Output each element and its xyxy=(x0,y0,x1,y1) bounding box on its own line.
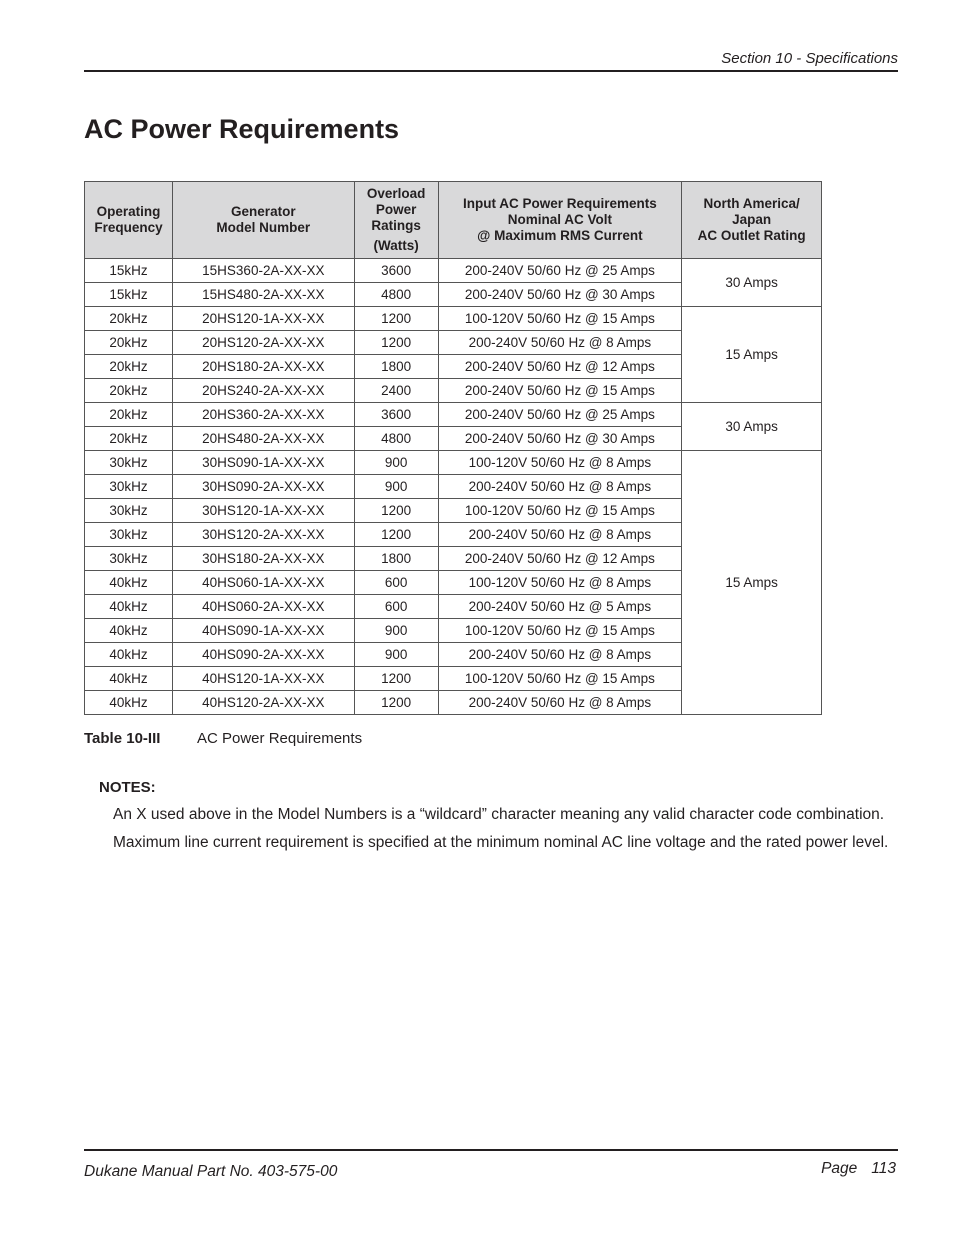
cell-input-power: 200-240V 50/60 Hz @ 30 Amps xyxy=(438,283,682,307)
note-line-current: Maximum line current requirement is specified at the minimum nominal AC line voltage and the rated power level. xyxy=(113,834,889,851)
header-rule xyxy=(84,70,898,72)
table-header-row xyxy=(85,182,822,259)
cell-watts: 1800 xyxy=(354,547,438,571)
cell-model-number: 30HS090-1A-XX-XX xyxy=(172,451,354,475)
cell-frequency: 30kHz xyxy=(85,499,173,523)
note-wildcard: An X used above in the Model Numbers is a “wildcard” character meaning any valid character code combination. xyxy=(113,806,885,823)
cell-watts: 1200 xyxy=(354,307,438,331)
cell-model-number: 20HS120-1A-XX-XX xyxy=(172,307,354,331)
cell-frequency: 15kHz xyxy=(85,283,173,307)
notes-title: NOTES: xyxy=(99,779,156,796)
cell-frequency: 20kHz xyxy=(85,379,173,403)
cell-frequency: 15kHz xyxy=(85,259,173,283)
table-row xyxy=(85,451,822,475)
cell-watts: 3600 xyxy=(354,259,438,283)
cell-model-number: 40HS120-2A-XX-XX xyxy=(172,691,354,715)
cell-watts: 1200 xyxy=(354,523,438,547)
footer-page-label: Page xyxy=(821,1160,858,1177)
cell-watts: 600 xyxy=(354,595,438,619)
cell-input-power: 200-240V 50/60 Hz @ 12 Amps xyxy=(438,355,682,379)
cell-input-power: 200-240V 50/60 Hz @ 8 Amps xyxy=(438,523,682,547)
cell-watts: 2400 xyxy=(354,379,438,403)
cell-input-power: 200-240V 50/60 Hz @ 5 Amps xyxy=(438,595,682,619)
cell-watts: 900 xyxy=(354,619,438,643)
cell-input-power: 100-120V 50/60 Hz @ 8 Amps xyxy=(438,571,682,595)
header-operating-frequency: Operating Frequency xyxy=(85,182,173,259)
cell-input-power: 100-120V 50/60 Hz @ 15 Amps xyxy=(438,499,682,523)
header-outlet-rating: North America/ Japan AC Outlet Rating xyxy=(682,182,822,259)
cell-watts: 1200 xyxy=(354,667,438,691)
cell-input-power: 100-120V 50/60 Hz @ 15 Amps xyxy=(438,667,682,691)
cell-model-number: 40HS060-1A-XX-XX xyxy=(172,571,354,595)
cell-input-power: 200-240V 50/60 Hz @ 25 Amps xyxy=(438,403,682,427)
cell-model-number: 40HS090-1A-XX-XX xyxy=(172,619,354,643)
table-row xyxy=(85,259,822,283)
cell-frequency: 20kHz xyxy=(85,331,173,355)
table-caption-text: AC Power Requirements xyxy=(197,730,363,747)
cell-input-power: 200-240V 50/60 Hz @ 8 Amps xyxy=(438,475,682,499)
table-row xyxy=(85,307,822,331)
cell-watts: 1800 xyxy=(354,355,438,379)
cell-watts: 900 xyxy=(354,643,438,667)
cell-frequency: 30kHz xyxy=(85,451,173,475)
cell-model-number: 15HS360-2A-XX-XX xyxy=(172,259,354,283)
cell-input-power: 200-240V 50/60 Hz @ 8 Amps xyxy=(438,691,682,715)
cell-frequency: 20kHz xyxy=(85,403,173,427)
cell-outlet-rating: 15 Amps xyxy=(682,307,822,403)
cell-input-power: 200-240V 50/60 Hz @ 8 Amps xyxy=(438,643,682,667)
cell-watts: 3600 xyxy=(354,403,438,427)
cell-frequency: 20kHz xyxy=(85,427,173,451)
cell-outlet-rating: 30 Amps xyxy=(682,259,822,307)
cell-frequency: 40kHz xyxy=(85,595,173,619)
cell-frequency: 40kHz xyxy=(85,691,173,715)
cell-input-power: 200-240V 50/60 Hz @ 8 Amps xyxy=(438,331,682,355)
cell-model-number: 30HS090-2A-XX-XX xyxy=(172,475,354,499)
cell-model-number: 40HS090-2A-XX-XX xyxy=(172,643,354,667)
cell-frequency: 40kHz xyxy=(85,619,173,643)
cell-model-number: 40HS060-2A-XX-XX xyxy=(172,595,354,619)
cell-input-power: 200-240V 50/60 Hz @ 15 Amps xyxy=(438,379,682,403)
cell-outlet-rating: 15 Amps xyxy=(682,451,822,715)
cell-model-number: 20HS180-2A-XX-XX xyxy=(172,355,354,379)
header-input-ac-power: Input AC Power Requirements Nominal AC Volt @ Maximum RMS Current xyxy=(438,182,682,259)
table-body xyxy=(85,259,822,715)
page-title: AC Power Requirements xyxy=(84,114,400,144)
cell-model-number: 20HS240-2A-XX-XX xyxy=(172,379,354,403)
header-overload-power: Overload Power Ratings (Watts) xyxy=(354,182,438,259)
cell-input-power: 100-120V 50/60 Hz @ 15 Amps xyxy=(438,619,682,643)
cell-model-number: 30HS120-1A-XX-XX xyxy=(172,499,354,523)
cell-model-number: 40HS120-1A-XX-XX xyxy=(172,667,354,691)
cell-input-power: 200-240V 50/60 Hz @ 12 Amps xyxy=(438,547,682,571)
cell-model-number: 20HS120-2A-XX-XX xyxy=(172,331,354,355)
footer-rule xyxy=(84,1149,898,1151)
ac-power-table xyxy=(84,181,822,715)
cell-watts: 600 xyxy=(354,571,438,595)
cell-outlet-rating: 30 Amps xyxy=(682,403,822,451)
cell-model-number: 15HS480-2A-XX-XX xyxy=(172,283,354,307)
cell-input-power: 200-240V 50/60 Hz @ 25 Amps xyxy=(438,259,682,283)
footer-part-number: Dukane Manual Part No. 403-575-00 xyxy=(84,1163,338,1180)
cell-watts: 1200 xyxy=(354,331,438,355)
cell-model-number: 20HS360-2A-XX-XX xyxy=(172,403,354,427)
cell-watts: 900 xyxy=(354,451,438,475)
header-model-number: Generator Model Number xyxy=(172,182,354,259)
cell-frequency: 30kHz xyxy=(85,523,173,547)
cell-model-number: 30HS120-2A-XX-XX xyxy=(172,523,354,547)
table-caption xyxy=(84,730,362,747)
cell-model-number: 30HS180-2A-XX-XX xyxy=(172,547,354,571)
cell-frequency: 40kHz xyxy=(85,667,173,691)
cell-input-power: 200-240V 50/60 Hz @ 30 Amps xyxy=(438,427,682,451)
cell-input-power: 100-120V 50/60 Hz @ 15 Amps xyxy=(438,307,682,331)
cell-watts: 4800 xyxy=(354,283,438,307)
cell-watts: 4800 xyxy=(354,427,438,451)
cell-frequency: 40kHz xyxy=(85,571,173,595)
table-row xyxy=(85,403,822,427)
cell-frequency: 20kHz xyxy=(85,355,173,379)
section-header: Section 10 - Specifications xyxy=(721,50,898,67)
table-caption-number: Table 10-III xyxy=(84,730,161,747)
cell-watts: 900 xyxy=(354,475,438,499)
cell-frequency: 30kHz xyxy=(85,547,173,571)
cell-frequency: 20kHz xyxy=(85,307,173,331)
cell-input-power: 100-120V 50/60 Hz @ 8 Amps xyxy=(438,451,682,475)
cell-watts: 1200 xyxy=(354,691,438,715)
cell-frequency: 40kHz xyxy=(85,643,173,667)
cell-frequency: 30kHz xyxy=(85,475,173,499)
cell-watts: 1200 xyxy=(354,499,438,523)
cell-model-number: 20HS480-2A-XX-XX xyxy=(172,427,354,451)
page-number: 113 xyxy=(871,1160,896,1177)
footer-page xyxy=(821,1160,896,1178)
